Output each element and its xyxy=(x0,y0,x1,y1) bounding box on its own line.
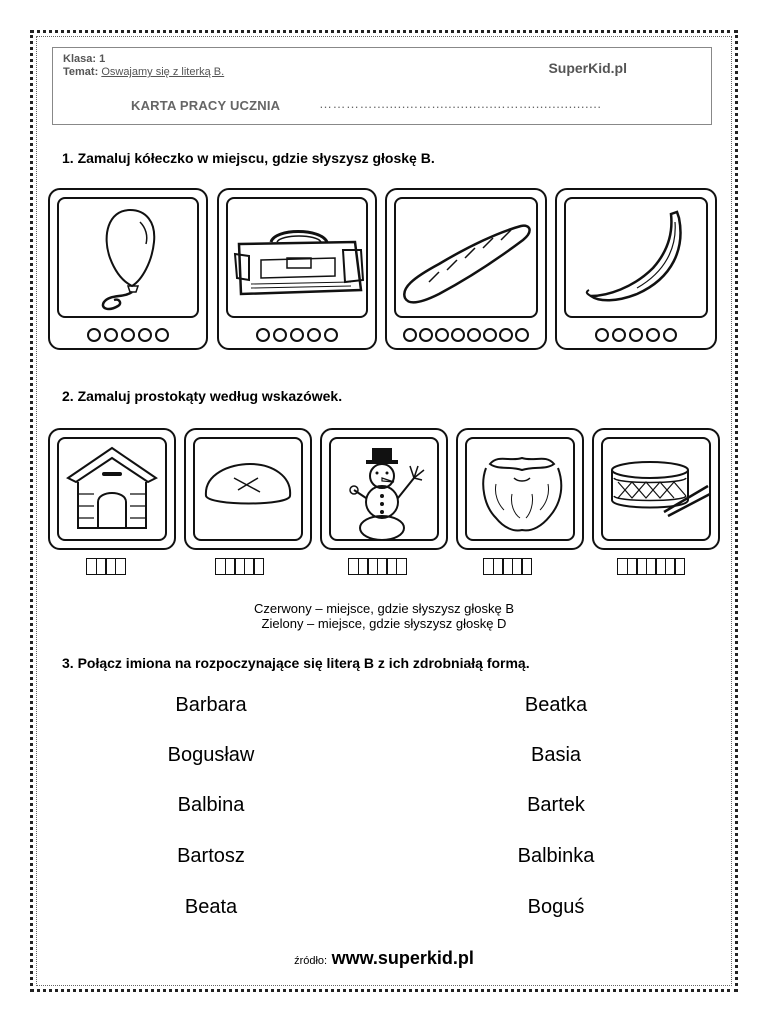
task1-card-baguette xyxy=(385,188,547,350)
sound-circle[interactable] xyxy=(256,328,270,342)
name-left-item[interactable]: Bogusław xyxy=(167,744,255,766)
topic-label: Temat: xyxy=(63,66,99,78)
letter-boxes xyxy=(215,558,264,575)
name-left-item[interactable]: Beata xyxy=(184,896,238,918)
sound-circle[interactable] xyxy=(595,328,609,342)
legend-red: Czerwony – miejsce, gdzie słyszysz głoskę B xyxy=(253,601,515,616)
sound-circle[interactable] xyxy=(273,328,287,342)
banana-icon xyxy=(577,208,697,308)
source-label: źródło: xyxy=(294,955,328,967)
task1-title: 1. Zamaluj kółeczko w miejscu, gdzie słyszysz głoskę B. xyxy=(62,150,435,166)
name-right-item[interactable]: Bartek xyxy=(527,794,585,816)
student-name-line[interactable]: …………...........…..................….................... xyxy=(319,96,602,111)
doghouse-icon xyxy=(64,442,160,534)
sound-circle[interactable] xyxy=(663,328,677,342)
sound-circle[interactable] xyxy=(499,328,513,342)
balloon-icon xyxy=(80,206,180,316)
legend-green: Zielony – miejsce, gdzie słyszysz głoskę D xyxy=(261,616,507,631)
name-right-item[interactable]: Basia xyxy=(530,744,582,766)
sound-circles xyxy=(50,328,206,342)
task2-card-bread xyxy=(184,428,312,550)
sound-circle[interactable] xyxy=(403,328,417,342)
sound-circle[interactable] xyxy=(155,328,169,342)
task1-card-balloon xyxy=(48,188,208,350)
name-left-item[interactable]: Bartosz xyxy=(177,845,245,867)
sound-circle[interactable] xyxy=(483,328,497,342)
name-right-item[interactable]: Boguś xyxy=(527,896,585,918)
sound-circle[interactable] xyxy=(515,328,529,342)
letter-boxes xyxy=(617,558,685,575)
bread-icon xyxy=(200,456,296,516)
sound-circle[interactable] xyxy=(138,328,152,342)
task1-card-banana xyxy=(555,188,717,350)
class-line xyxy=(63,53,105,65)
drum-icon xyxy=(604,456,712,526)
name-right-item[interactable]: Balbinka xyxy=(517,845,595,867)
sound-circle[interactable] xyxy=(307,328,321,342)
sound-circles xyxy=(219,328,375,342)
letter-box[interactable] xyxy=(521,558,532,575)
letter-box[interactable] xyxy=(396,558,407,575)
letter-boxes xyxy=(348,558,407,575)
bag-icon xyxy=(231,220,367,310)
source-link[interactable]: www.superkid.pl xyxy=(331,948,474,968)
snowman-icon xyxy=(342,438,430,542)
worksheet-header xyxy=(52,47,712,125)
sound-circle[interactable] xyxy=(612,328,626,342)
footer xyxy=(0,948,768,969)
sound-circle[interactable] xyxy=(87,328,101,342)
name-left-item[interactable]: Barbara xyxy=(175,694,247,716)
task3-title: 3. Połącz imiona na rozpoczynające się literą B z ich zdrobniałą formą. xyxy=(62,655,530,671)
task2-card-drum xyxy=(592,428,720,550)
class-label: Klasa: xyxy=(63,53,97,65)
topic-value: Oswajamy się z literką B. xyxy=(101,66,225,78)
task2-card-doghouse xyxy=(48,428,176,550)
topic-line xyxy=(63,66,224,78)
brand-name: SuperKid.pl xyxy=(548,60,627,76)
sound-circle[interactable] xyxy=(290,328,304,342)
name-right-item[interactable]: Beatka xyxy=(524,694,588,716)
name-left-item[interactable]: Balbina xyxy=(177,794,245,816)
sound-circle[interactable] xyxy=(629,328,643,342)
sound-circle[interactable] xyxy=(324,328,338,342)
sound-circle[interactable] xyxy=(646,328,660,342)
sound-circle[interactable] xyxy=(467,328,481,342)
letter-box[interactable] xyxy=(253,558,264,575)
beard-icon xyxy=(476,444,568,538)
baguette-icon xyxy=(399,218,535,308)
sound-circles xyxy=(557,328,715,342)
sound-circle[interactable] xyxy=(435,328,449,342)
letter-box[interactable] xyxy=(115,558,126,575)
letter-boxes xyxy=(86,558,126,575)
task2-card-beard xyxy=(456,428,584,550)
class-value: 1 xyxy=(99,53,106,65)
sound-circle[interactable] xyxy=(451,328,465,342)
task1-card-bag xyxy=(217,188,377,350)
sound-circle[interactable] xyxy=(104,328,118,342)
letter-boxes xyxy=(483,558,532,575)
sound-circle[interactable] xyxy=(121,328,135,342)
worksheet-label: KARTA PRACY UCZNIA xyxy=(131,98,281,113)
task2-card-snowman xyxy=(320,428,448,550)
sound-circle[interactable] xyxy=(419,328,433,342)
sound-circles xyxy=(387,328,545,342)
task2-title: 2. Zamaluj prostokąty według wskazówek. xyxy=(62,388,343,404)
letter-box[interactable] xyxy=(674,558,685,575)
